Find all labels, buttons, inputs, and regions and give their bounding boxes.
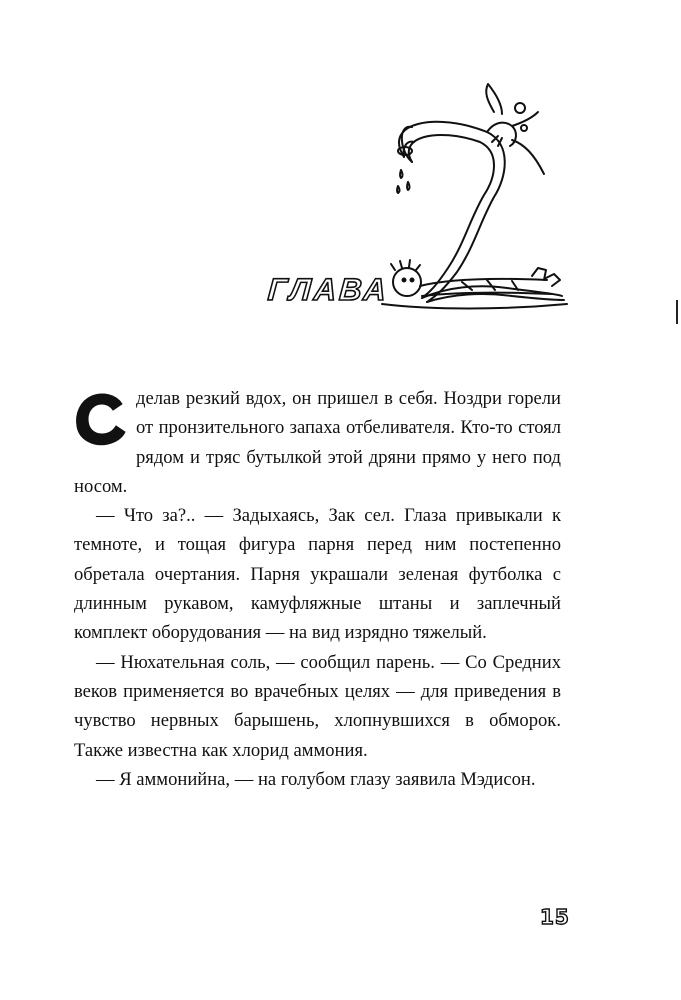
paragraph-text: делав резкий вдох, он пришел в себя. Ноздри горели от пронзительного запаха отбеливателя. Кто-то стоял рядом и тряс бутылкой этой дряни прямо у него под носом. (74, 388, 561, 497)
paragraph-text: — Нюхательная соль, — сообщил парень. — Со Средних веков применяется во врачебных целях — для приведения в чувство нервных барышень, хлопнувшихся в обморок. Также известна как хлорид аммония. (74, 651, 561, 761)
dropcap-text: С (72, 390, 73, 391)
paragraph (74, 384, 561, 501)
paragraph (74, 765, 561, 794)
dropcap-letter (72, 390, 130, 448)
paragraph (74, 648, 561, 765)
paragraph-text: — Я аммонийна, — на голубом глазу заявила Мэдисон. (96, 768, 536, 790)
body-text (74, 384, 561, 794)
chapter-label: ГЛАВА (266, 272, 391, 307)
paragraph (74, 501, 561, 647)
margin-mark (676, 300, 678, 324)
paragraph-text: — Что за?.. — Задыхаясь, Зак сел. Глаза привыкали к темноте, и тощая фигура парня перед ним постепенно обретала очертания. Парня украшали зеленая футболка с длинным рукавом, камуфляжные штаны и заплечный комплект оборудования — на вид изрядно тяжелый. (74, 505, 561, 644)
page-number: 15 (540, 905, 570, 929)
